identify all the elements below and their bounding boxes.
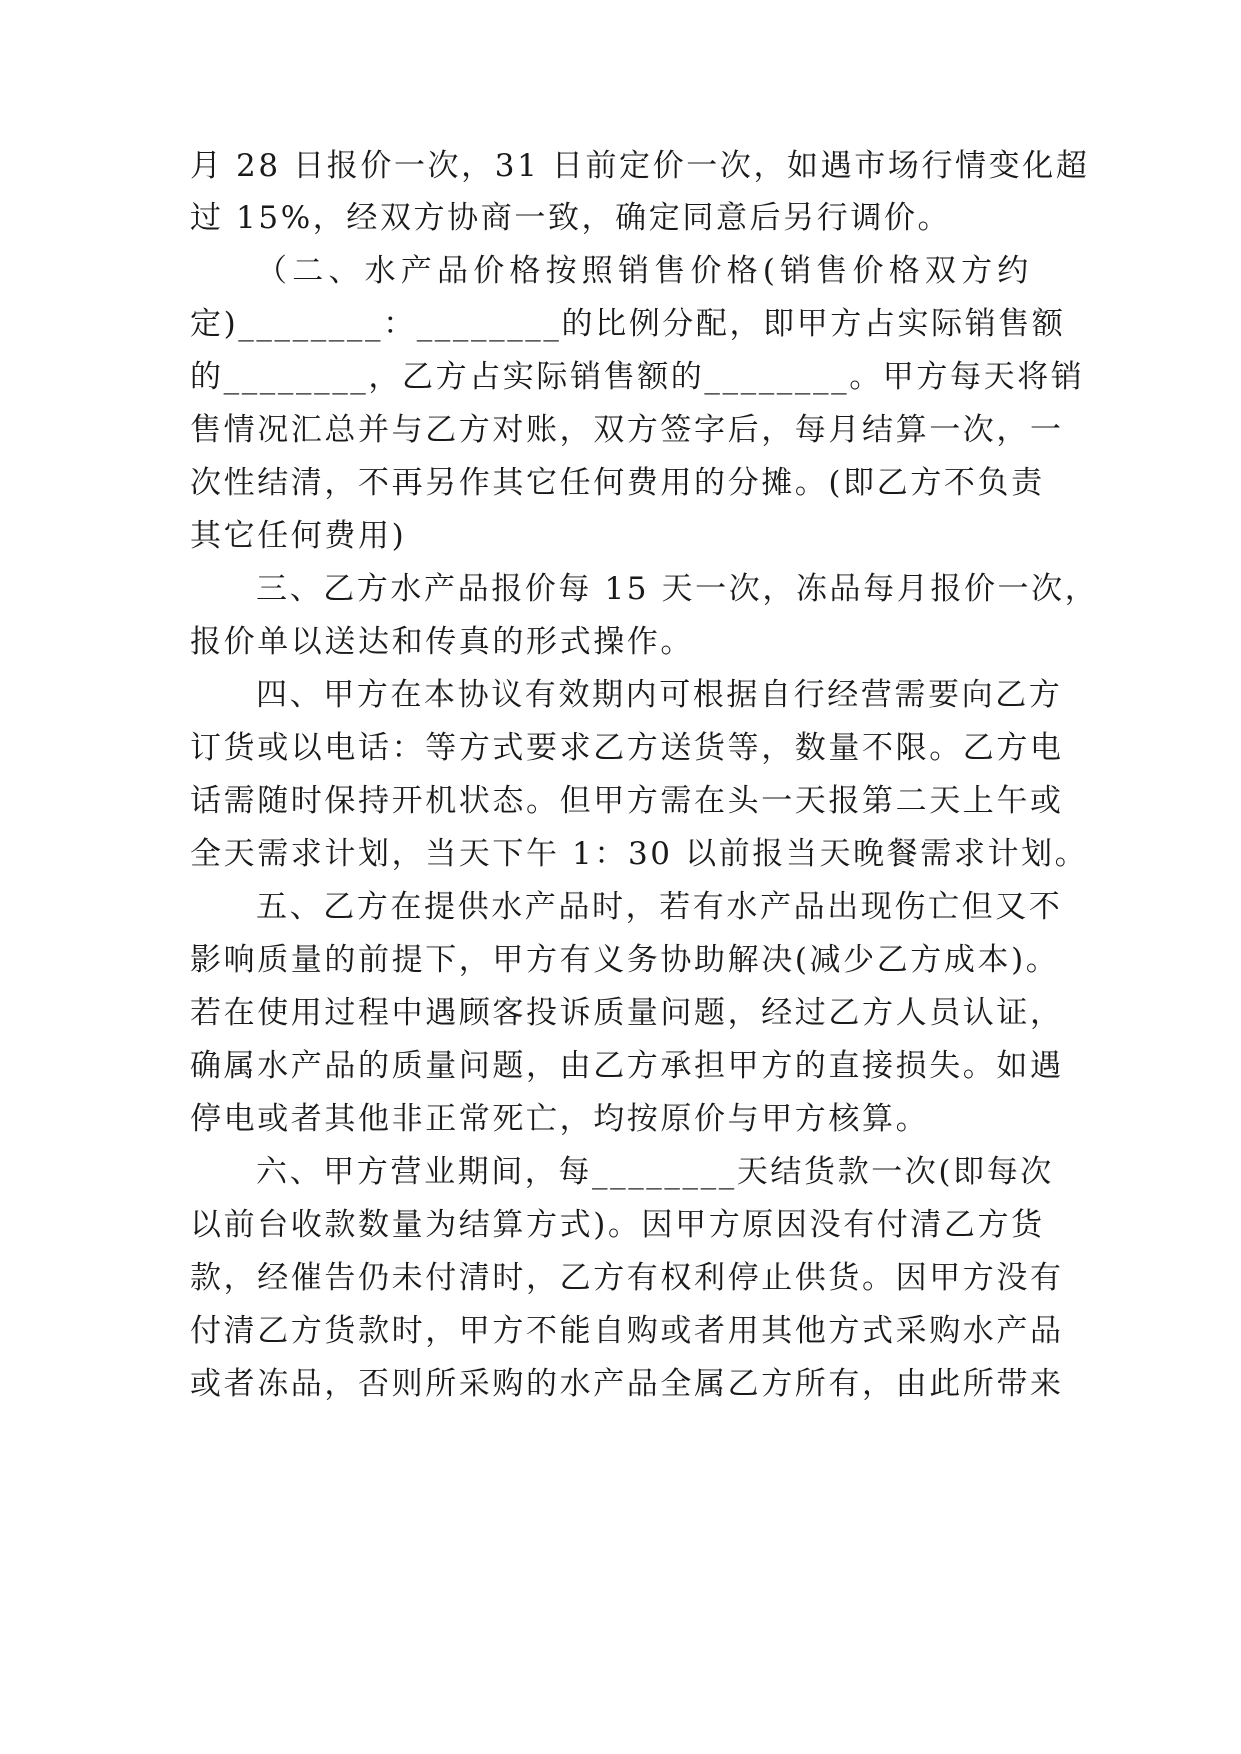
- section-4-line: 四、甲方在本协议有效期内可根据自行经营需要向乙方: [256, 677, 1063, 713]
- text-line-1: 月 28 日报价一次，31 日前定价一次，如遇市场行情变化超: [190, 148, 1090, 184]
- text-line-12: 订货或以电话：等方式要求乙方送货等，数量不限。乙方电: [190, 730, 1064, 766]
- text-line-7: 次性结清，不再另作其它任何费用的分摊。(即乙方不负责: [190, 465, 1045, 501]
- text-line-8: 其它任何费用): [190, 518, 407, 554]
- text-line-10: 报价单以送达和传真的形式操作。: [190, 624, 694, 660]
- section-2-heading-line: （二、水产品价格按照销售价格(销售价格双方约: [256, 253, 1034, 289]
- text-line-23: 付清乙方货款时，甲方不能自购或者用其他方式采购水产品: [190, 1313, 1064, 1349]
- section-5-line: 五、乙方在提供水产品时，若有水产品出现伤亡但又不: [256, 889, 1063, 925]
- text-line-19: 停电或者其他非正常死亡，均按原价与甲方核算。: [190, 1101, 930, 1137]
- text-line-6: 售情况汇总并与乙方对账，双方签字后，每月结算一次，一: [190, 412, 1064, 448]
- text-line-14: 全天需求计划，当天下午 1：30 以前报当天晚餐需求计划。: [190, 836, 1089, 872]
- section-3-line: 三、乙方水产品报价每 15 天一次，冻品每月报价一次，: [256, 571, 1099, 607]
- text-line-22: 款，经催告仍未付清时，乙方有权利停止供货。因甲方没有: [190, 1260, 1064, 1296]
- text-line-13: 话需随时保持开机状态。但甲方需在头一天报第二天上午或: [190, 783, 1064, 819]
- section-6-line: 六、甲方营业期间，每________天结货款一次(即每次: [256, 1154, 1054, 1190]
- text-line-17: 若在使用过程中遇顾客投诉质量问题，经过乙方人员认证，: [190, 995, 1064, 1031]
- text-line-16: 影响质量的前提下，甲方有义务协助解决(减少乙方成本)。: [190, 942, 1060, 978]
- text-line-18: 确属水产品的质量问题，由乙方承担甲方的直接损失。如遇: [190, 1048, 1064, 1084]
- text-line-24: 或者冻品，否则所采购的水产品全属乙方所有，由此所带来: [190, 1366, 1064, 1402]
- text-line-5: 的________，乙方占实际销售额的________。甲方每天将销: [190, 359, 1085, 395]
- text-line-2: 过 15%，经双方协商一致，确定同意后另行调价。: [190, 200, 952, 236]
- text-line-4: 定)________：________的比例分配，即甲方占实际销售额: [190, 306, 1066, 342]
- text-line-21: 以前台收款数量为结算方式)。因甲方原因没有付清乙方货: [190, 1207, 1045, 1243]
